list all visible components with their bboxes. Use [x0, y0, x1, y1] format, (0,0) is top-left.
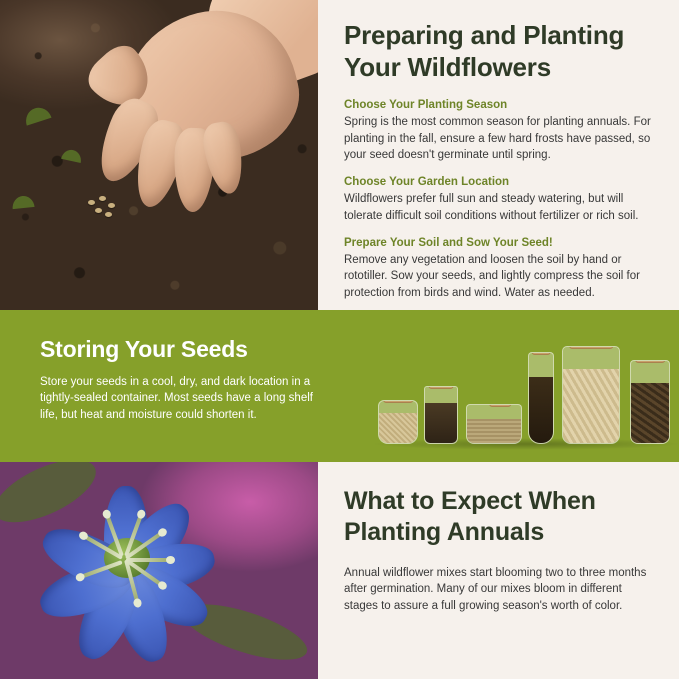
cork-icon: [569, 346, 613, 349]
seeds-in-hand: [86, 196, 126, 220]
seed-icon: [88, 200, 95, 205]
jar-contents: [379, 413, 417, 443]
seed-jar: [378, 400, 418, 444]
subheading-planting-season: Choose Your Planting Season: [344, 99, 508, 112]
jar-contents: [529, 377, 553, 443]
jar-contents: [631, 383, 669, 443]
cork-icon: [429, 386, 454, 389]
cork-icon: [383, 400, 413, 403]
jar-contents: [467, 419, 521, 443]
seed-icon: [95, 208, 102, 213]
expect-title: What to Expect When Planting Annuals: [344, 487, 596, 546]
subheading-prepare-soil: Prepare Your Soil and Sow Your Seed!: [344, 237, 553, 250]
section-storing-seeds: [0, 310, 679, 462]
seed-jar: [562, 346, 620, 444]
expect-text-panel: [318, 462, 679, 679]
section-what-to-expect: [0, 462, 679, 679]
image-hand-sowing-seeds: [0, 0, 318, 310]
seed-jar: [630, 360, 670, 444]
section-preparing-planting: [0, 0, 679, 310]
seed-icon: [105, 212, 112, 217]
paragraph-planting-season: Spring is the most common season for planting annuals. For planting in the fall, ensure a few hard frosts have passed, so your seed doesn't germinate until spring.: [344, 116, 651, 162]
seed-jar: [466, 404, 522, 444]
storing-text-panel: [0, 310, 330, 423]
storing-title: Storing Your Seeds: [40, 336, 248, 362]
subheading-garden-location: Choose Your Garden Location: [344, 176, 510, 189]
seed-jar: [424, 386, 458, 444]
seed-icon: [108, 203, 115, 208]
paragraph-prepare-soil: Remove any vegetation and loosen the soil by hand or rototiller. Sow your seeds, and lightly compress the soil for protection from birds and wind. Water as needed.: [344, 254, 640, 299]
cork-icon: [532, 352, 551, 355]
cork-icon: [635, 360, 665, 363]
jar-contents: [425, 403, 457, 443]
jar-contents: [563, 369, 619, 443]
paragraph-garden-location: Wildflowers prefer full sun and steady watering, but will tolerate difficult soil conditions without fertilizer or rich soil.: [344, 193, 639, 222]
cork-icon: [490, 404, 512, 407]
bloom-graphic: [34, 484, 264, 664]
image-blue-flower: [0, 462, 318, 679]
image-seed-jars: [330, 310, 679, 462]
page-title: Preparing and Planting Your Wildflowers: [344, 20, 625, 82]
seed-tube: [528, 352, 554, 444]
storing-paragraph: Store your seeds in a cool, dry, and dark location in a tightly-sealed container. Most seeds have a long shelf life, but heat and moisture could shorten it.: [40, 376, 313, 421]
seed-icon: [99, 196, 106, 201]
expect-paragraph: Annual wildflower mixes start blooming two to three months after germination. Many of our mixes bloom in different stages to assure a full growing season's worth of color.: [344, 567, 647, 612]
planting-text-panel: [318, 0, 679, 310]
